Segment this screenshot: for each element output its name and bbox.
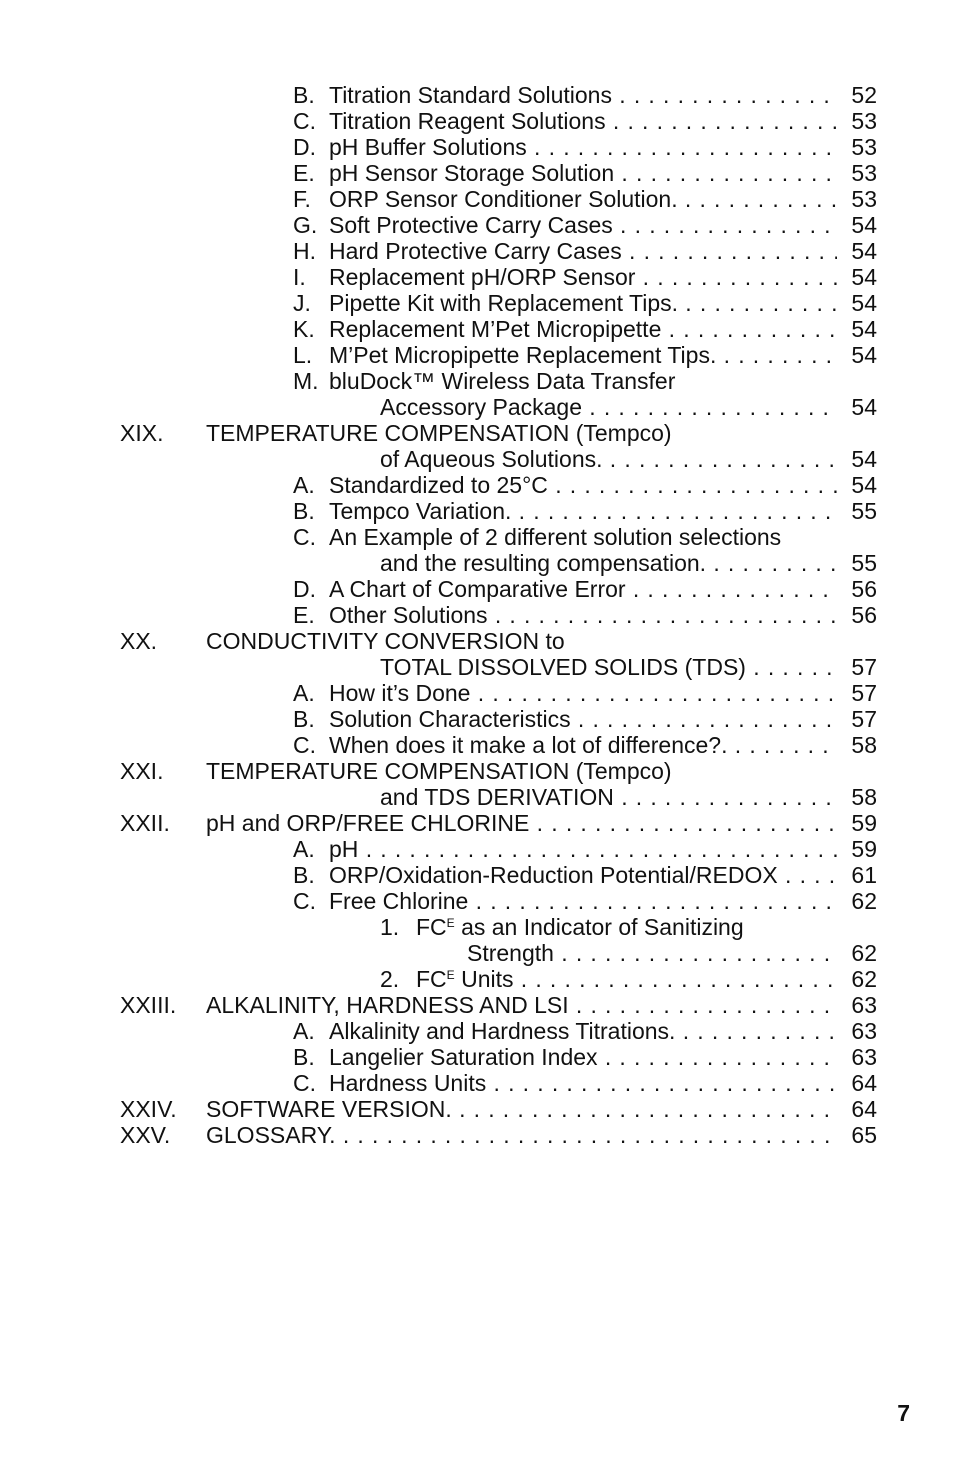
toc-entry-text: Pipette Kit with Replacement Tips. bbox=[329, 290, 678, 316]
toc-entry bbox=[0, 472, 954, 498]
toc-entry-page: 55 bbox=[837, 498, 877, 524]
toc-entry-text: An Example of 2 different solution selections bbox=[329, 524, 782, 550]
toc-entry-title bbox=[329, 680, 837, 706]
toc-entry bbox=[0, 758, 954, 784]
toc-entry-text: Standardized to 25°C bbox=[329, 472, 548, 498]
toc-entry bbox=[0, 706, 954, 732]
toc-entry bbox=[0, 784, 954, 810]
toc-entry-label: H. bbox=[293, 238, 316, 264]
toc-entry bbox=[0, 316, 954, 342]
toc-entry-text: Soft Protective Carry Cases bbox=[329, 212, 613, 238]
toc-entry-title bbox=[329, 524, 781, 550]
toc-entry-title bbox=[206, 1096, 837, 1122]
toc-entry-label: L. bbox=[293, 342, 313, 368]
toc-entry-title bbox=[206, 1122, 837, 1148]
toc-entry-label: 2. bbox=[380, 966, 400, 992]
toc-entry bbox=[0, 264, 954, 290]
toc-entry-text: bluDock™ Wireless Data Transfer bbox=[329, 368, 676, 394]
toc-entry-label: C. bbox=[293, 888, 316, 914]
toc-entry bbox=[0, 576, 954, 602]
toc-entry-title bbox=[416, 914, 744, 940]
toc-entry bbox=[0, 1070, 954, 1096]
toc-entry-page: 53 bbox=[837, 160, 877, 186]
toc-entry-title bbox=[206, 992, 837, 1018]
toc-entry-title bbox=[329, 82, 837, 108]
toc-entry-label: A. bbox=[293, 836, 315, 862]
toc-entry-page: 56 bbox=[837, 602, 877, 628]
toc-entry bbox=[0, 602, 954, 628]
toc-entry-title bbox=[329, 836, 837, 862]
toc-entry bbox=[0, 524, 954, 550]
toc-entry bbox=[0, 394, 954, 420]
toc-entry-page: 52 bbox=[837, 82, 877, 108]
toc-entry bbox=[0, 368, 954, 394]
superscript: E bbox=[446, 916, 455, 930]
toc-entry bbox=[0, 732, 954, 758]
toc-entry bbox=[0, 342, 954, 368]
toc-entry-label: B. bbox=[293, 1044, 315, 1070]
toc-entry-text: TOTAL DISSOLVED SOLIDS (TDS) bbox=[380, 654, 746, 680]
toc-entry-page: 62 bbox=[837, 940, 877, 966]
table-of-contents bbox=[0, 82, 954, 1148]
toc-entry-page: 61 bbox=[837, 862, 877, 888]
toc-entry-text-continued: Units bbox=[454, 966, 514, 992]
toc-entry-title bbox=[380, 550, 837, 576]
toc-entry-text: pH and ORP/FREE CHLORINE bbox=[206, 810, 530, 836]
toc-entry-title bbox=[329, 264, 837, 290]
toc-entry-title bbox=[380, 654, 837, 680]
toc-entry-page: 54 bbox=[837, 290, 877, 316]
toc-entry bbox=[0, 1044, 954, 1070]
toc-entry-title bbox=[329, 1044, 837, 1070]
toc-entry-page: 63 bbox=[837, 992, 877, 1018]
superscript: E bbox=[446, 968, 455, 982]
toc-entry-text: A Chart of Comparative Error bbox=[329, 576, 626, 602]
toc-entry-text: SOFTWARE VERSION. bbox=[206, 1096, 452, 1122]
toc-entry-title bbox=[329, 732, 837, 758]
toc-entry-page: 59 bbox=[837, 836, 877, 862]
toc-entry-text: Titration Reagent Solutions bbox=[329, 108, 606, 134]
toc-entry-text: When does it make a lot of difference?. bbox=[329, 732, 728, 758]
toc-entry-text: Tempco Variation. bbox=[329, 498, 512, 524]
toc-entry-page: 62 bbox=[837, 966, 877, 992]
toc-entry-label: F. bbox=[293, 186, 311, 212]
toc-entry-page: 59 bbox=[837, 810, 877, 836]
toc-entry-label: 1. bbox=[380, 914, 400, 940]
toc-entry-text: Alkalinity and Hardness Titrations. bbox=[329, 1018, 676, 1044]
toc-entry-title bbox=[206, 758, 672, 784]
toc-entry-title bbox=[329, 368, 675, 394]
toc-entry-title bbox=[329, 862, 837, 888]
toc-entry-page: 53 bbox=[837, 186, 877, 212]
toc-entry-title bbox=[206, 420, 672, 446]
toc-entry-page: 63 bbox=[837, 1044, 877, 1070]
toc-entry bbox=[0, 654, 954, 680]
toc-entry-page: 54 bbox=[837, 316, 877, 342]
toc-entry-text: and TDS DERIVATION bbox=[380, 784, 614, 810]
toc-entry-title bbox=[206, 628, 565, 654]
toc-entry-page: 53 bbox=[837, 134, 877, 160]
toc-entry bbox=[0, 134, 954, 160]
toc-entry-text: ORP Sensor Conditioner Solution. bbox=[329, 186, 678, 212]
toc-entry-text: FC bbox=[416, 966, 447, 992]
toc-entry-text: Hardness Units bbox=[329, 1070, 487, 1096]
toc-entry-text: Accessory Package bbox=[380, 394, 582, 420]
toc-entry-text: of Aqueous Solutions. bbox=[380, 446, 603, 472]
toc-entry-label: B. bbox=[293, 862, 315, 888]
toc-entry-label: A. bbox=[293, 1018, 315, 1044]
toc-entry-title bbox=[329, 290, 837, 316]
toc-entry-page: 54 bbox=[837, 264, 877, 290]
toc-entry bbox=[0, 628, 954, 654]
toc-entry-title bbox=[416, 966, 837, 992]
toc-entry-label: I. bbox=[293, 264, 306, 290]
toc-entry bbox=[0, 446, 954, 472]
toc-entry-text: M’Pet Micropipette Replacement Tips. bbox=[329, 342, 717, 368]
toc-entry-text: and the resulting compensation. bbox=[380, 550, 707, 576]
toc-entry-title bbox=[206, 810, 837, 836]
toc-entry-label: E. bbox=[293, 160, 315, 186]
toc-entry-title bbox=[329, 342, 837, 368]
toc-entry-page: 54 bbox=[837, 446, 877, 472]
toc-entry-title bbox=[329, 472, 837, 498]
toc-entry bbox=[0, 1096, 954, 1122]
toc-entry-label: B. bbox=[293, 498, 315, 524]
toc-entry-text: TEMPERATURE COMPENSATION (Tempco) bbox=[206, 420, 672, 446]
toc-entry-text: Free Chlorine bbox=[329, 888, 469, 914]
toc-entry-label: E. bbox=[293, 602, 315, 628]
toc-entry bbox=[0, 680, 954, 706]
toc-entry-page: 64 bbox=[837, 1096, 877, 1122]
toc-entry-title bbox=[329, 108, 837, 134]
toc-entry-title bbox=[380, 784, 837, 810]
toc-entry-label: A. bbox=[293, 680, 315, 706]
toc-entry bbox=[0, 940, 954, 966]
toc-entry bbox=[0, 290, 954, 316]
toc-entry-title bbox=[329, 1018, 837, 1044]
toc-entry-text: FC bbox=[416, 914, 447, 940]
toc-entry bbox=[0, 550, 954, 576]
toc-entry-label: C. bbox=[293, 108, 316, 134]
toc-entry-label: M. bbox=[293, 368, 319, 394]
toc-entry-page: 58 bbox=[837, 732, 877, 758]
toc-entry bbox=[0, 1122, 954, 1148]
toc-entry-text: Hard Protective Carry Cases bbox=[329, 238, 622, 264]
toc-entry-label: C. bbox=[293, 732, 316, 758]
toc-entry-text: GLOSSARY. bbox=[206, 1122, 336, 1148]
toc-entry-page: 57 bbox=[837, 706, 877, 732]
toc-entry-text: Titration Standard Solutions bbox=[329, 82, 612, 108]
toc-entry-text: ORP/Oxidation-Reduction Potential/REDOX bbox=[329, 862, 778, 888]
toc-entry-text: CONDUCTIVITY CONVERSION to bbox=[206, 628, 565, 654]
toc-entry-page: 56 bbox=[837, 576, 877, 602]
toc-entry-title bbox=[329, 238, 837, 264]
toc-entry-title bbox=[467, 940, 837, 966]
toc-entry-label: XX. bbox=[120, 628, 158, 654]
toc-entry-title bbox=[329, 134, 837, 160]
toc-entry-text: Strength bbox=[467, 940, 554, 966]
toc-entry bbox=[0, 888, 954, 914]
toc-entry bbox=[0, 498, 954, 524]
toc-entry-page: 63 bbox=[837, 1018, 877, 1044]
toc-entry-title bbox=[329, 160, 837, 186]
toc-entry-page: 64 bbox=[837, 1070, 877, 1096]
toc-entry bbox=[0, 186, 954, 212]
toc-entry-label: C. bbox=[293, 524, 316, 550]
toc-entry-title bbox=[329, 212, 837, 238]
toc-entry-title bbox=[329, 576, 837, 602]
toc-entry bbox=[0, 810, 954, 836]
toc-entry-page: 53 bbox=[837, 108, 877, 134]
toc-entry bbox=[0, 1018, 954, 1044]
toc-entry bbox=[0, 914, 954, 940]
toc-entry-label: G. bbox=[293, 212, 318, 238]
toc-entry-label: XXIV. bbox=[120, 1096, 177, 1122]
toc-entry bbox=[0, 992, 954, 1018]
toc-entry-page: 55 bbox=[837, 550, 877, 576]
toc-entry bbox=[0, 108, 954, 134]
toc-entry-text: Other Solutions bbox=[329, 602, 488, 628]
toc-entry bbox=[0, 836, 954, 862]
toc-entry-label: A. bbox=[293, 472, 315, 498]
toc-entry-label: K. bbox=[293, 316, 315, 342]
toc-entry-page: 58 bbox=[837, 784, 877, 810]
toc-entry-title bbox=[329, 888, 837, 914]
toc-entry-text: Replacement M’Pet Micropipette bbox=[329, 316, 662, 342]
toc-entry-label: C. bbox=[293, 1070, 316, 1096]
toc-entry-page: 62 bbox=[837, 888, 877, 914]
toc-entry bbox=[0, 82, 954, 108]
toc-entry-label: XIX. bbox=[120, 420, 164, 446]
toc-entry-text: Langelier Saturation Index bbox=[329, 1044, 598, 1070]
toc-entry bbox=[0, 862, 954, 888]
toc-entry-text: pH Buffer Solutions bbox=[329, 134, 527, 160]
toc-entry-text: pH Sensor Storage Solution bbox=[329, 160, 615, 186]
toc-entry-label: XXII. bbox=[120, 810, 170, 836]
toc-entry-page: 54 bbox=[837, 394, 877, 420]
toc-entry bbox=[0, 212, 954, 238]
toc-entry-title bbox=[329, 316, 837, 342]
toc-entry-text: pH bbox=[329, 836, 359, 862]
toc-entry-page: 65 bbox=[837, 1122, 877, 1148]
toc-entry bbox=[0, 160, 954, 186]
toc-entry-title bbox=[329, 186, 837, 212]
toc-entry-title bbox=[329, 602, 837, 628]
toc-entry-label: XXI. bbox=[120, 758, 164, 784]
toc-entry bbox=[0, 420, 954, 446]
toc-entry-label: XXIII. bbox=[120, 992, 177, 1018]
page-number: 7 bbox=[897, 1400, 910, 1426]
toc-entry-text-continued: as an Indicator of Sanitizing bbox=[454, 914, 744, 940]
toc-entry-text: ALKALINITY, HARDNESS AND LSI bbox=[206, 992, 569, 1018]
toc-entry-title bbox=[329, 1070, 837, 1096]
toc-entry-page: 54 bbox=[837, 472, 877, 498]
toc-entry-label: D. bbox=[293, 576, 316, 602]
toc-entry-title bbox=[380, 446, 837, 472]
toc-entry-title bbox=[380, 394, 837, 420]
toc-entry-page: 54 bbox=[837, 212, 877, 238]
toc-entry-page: 57 bbox=[837, 680, 877, 706]
toc-entry-label: J. bbox=[293, 290, 311, 316]
toc-entry-label: XXV. bbox=[120, 1122, 171, 1148]
toc-entry-label: D. bbox=[293, 134, 316, 160]
toc-entry-page: 54 bbox=[837, 342, 877, 368]
toc-entry-page: 57 bbox=[837, 654, 877, 680]
toc-entry bbox=[0, 966, 954, 992]
toc-entry-label: B. bbox=[293, 706, 315, 732]
toc-entry-text: TEMPERATURE COMPENSATION (Tempco) bbox=[206, 758, 672, 784]
toc-entry-text: Replacement pH/ORP Sensor bbox=[329, 264, 636, 290]
toc-entry-text: Solution Characteristics bbox=[329, 706, 571, 732]
toc-entry bbox=[0, 238, 954, 264]
toc-entry-title bbox=[329, 706, 837, 732]
toc-entry-title bbox=[329, 498, 837, 524]
toc-entry-page: 54 bbox=[837, 238, 877, 264]
toc-entry-text: How it’s Done bbox=[329, 680, 471, 706]
toc-entry-label: B. bbox=[293, 82, 315, 108]
